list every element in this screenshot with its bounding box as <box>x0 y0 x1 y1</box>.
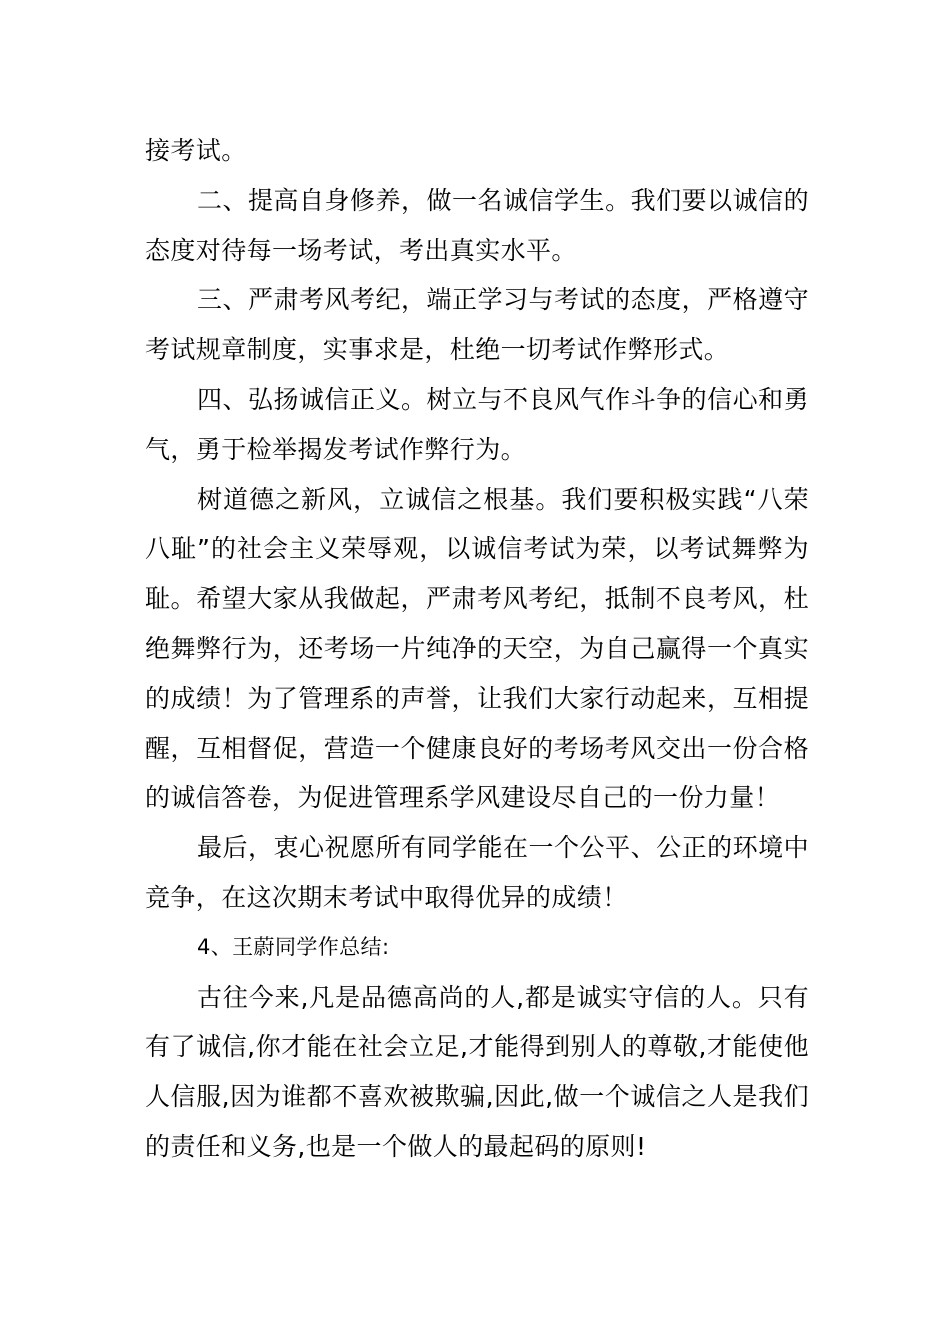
paragraph-continuation: 接考试。 <box>145 136 247 165</box>
paragraph-point-two: 二、提高自身修养，做一名诚信学生。我们要以诚信的态度对待每一场考试，考出真实水平。 <box>145 185 809 265</box>
section-heading-summary: 4、王蔚同学作总结: <box>197 934 390 959</box>
paragraph-point-three: 三、严肃考风考纪，端正学习与考试的态度，严格遵守考试规章制度，实事求是，杜绝一切考试作弊形式。 <box>145 285 809 365</box>
document-page <box>145 126 809 1172</box>
paragraph-summary: 古往今来,凡是品德高尚的人,都是诚实守信的人。只有有了诚信,你才能在社会立足,才能得到别人的尊敬,才能使他人信服,因为谁都不喜欢被欺骗,因此,做一个诚信之人是我们的责任和义务,也是一个做人的最起码的原则! <box>145 982 809 1161</box>
paragraph-moral-appeal: 树道德之新风，立诚信之根基。我们要积极实践“八荣八耻”的社会主义荣辱观，以诚信考试为荣，以考试舞弊为耻。希望大家从我做起，严肃考风考纪，抵制不良考风，杜绝舞弊行为，还考场一片纯净的天空，为自己赢得一个真实的成绩！为了管理系的声誉，让我们大家行动起来，互相提醒，互相督促，营造一个健康良好的考场考风交出一份合格的诚信答卷，为促进管理系学风建设尽自己的一份力量！ <box>145 484 809 813</box>
paragraph-closing-wish: 最后，衷心祝愿所有同学能在一个公平、公正的环境中竞争，在这次期末考试中取得优异的成绩！ <box>145 833 809 912</box>
paragraph-point-four: 四、弘扬诚信正义。树立与不良风气作斗争的信心和勇气，勇于检举揭发考试作弊行为。 <box>145 384 809 464</box>
